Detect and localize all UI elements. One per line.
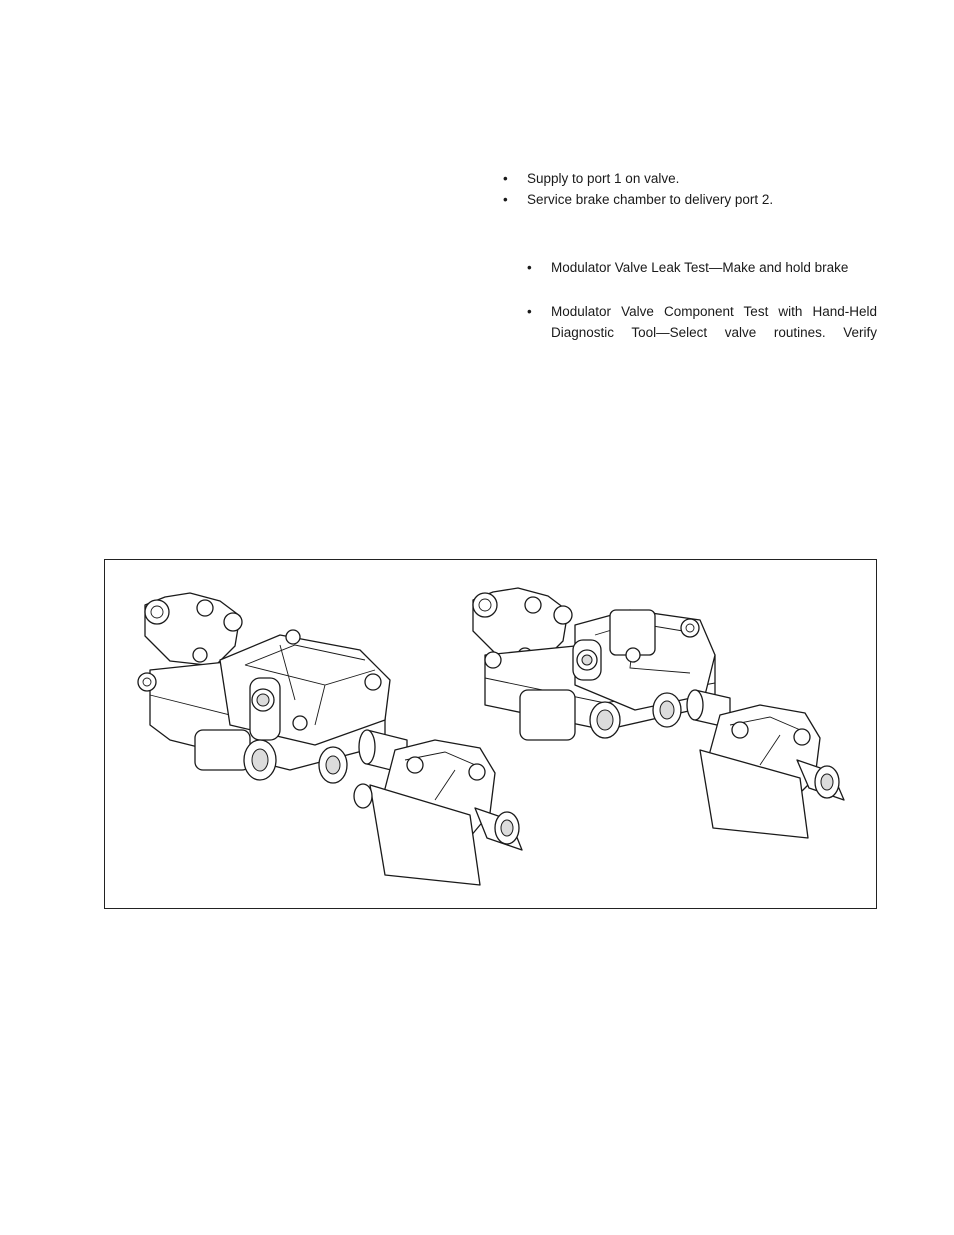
bullet-text: Modulator Valve Component Test with Hand-Held xyxy=(551,304,877,319)
bullet-text-continued: Diagnostic Tool—Select valve routines. Verify xyxy=(551,325,877,340)
bullet-text: Supply to port 1 on valve. xyxy=(527,171,680,186)
bullet-text: Modulator Valve Leak Test—Make and hold brake xyxy=(551,260,849,275)
left-valve-assembly xyxy=(138,593,522,885)
bullet-item xyxy=(527,257,877,278)
bullet-item xyxy=(503,168,903,189)
bullet-dot: • xyxy=(527,260,532,275)
right-valve-assembly xyxy=(473,588,844,838)
bullet-text: Service brake chamber to delivery port 2. xyxy=(527,192,774,207)
bullet-item xyxy=(527,301,877,343)
supply-bullet-list xyxy=(503,168,903,210)
valve-illustration xyxy=(105,560,878,910)
test-bullet-list xyxy=(527,257,877,366)
bullet-item xyxy=(503,189,903,210)
modulator-valve-figure xyxy=(104,559,877,909)
bullet-dot: • xyxy=(527,304,532,319)
bullet-dot: • xyxy=(503,171,508,186)
bullet-dot: • xyxy=(503,192,508,207)
